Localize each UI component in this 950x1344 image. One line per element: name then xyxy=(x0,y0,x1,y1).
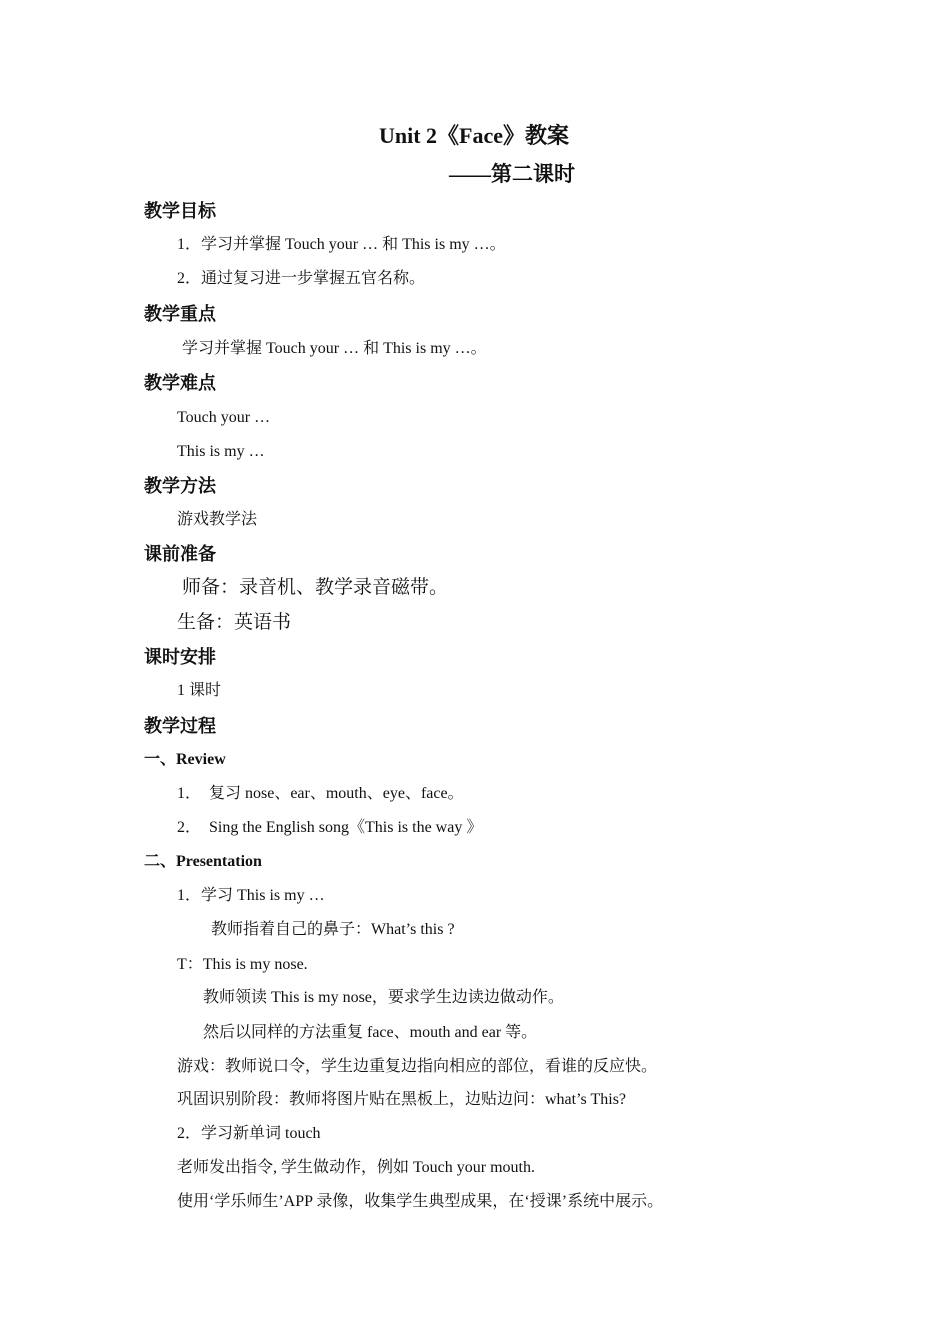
review-item: 2． Sing the English song《This is the way 》 xyxy=(177,819,483,836)
schedule-heading: 课时安排 xyxy=(144,647,216,667)
objective-item: 1．学习并掌握 Touch your … 和 This is my …。 xyxy=(177,236,506,253)
presentation-line: 老师发出指令, 学生做动作，例如 Touch your mouth. xyxy=(177,1159,535,1176)
presentation-heading: 二、Presentation xyxy=(144,853,262,870)
process-heading: 教学过程 xyxy=(144,716,216,736)
preparation-heading: 课前准备 xyxy=(144,544,216,564)
presentation-line: 游戏：教师说口令，学生边重复边指向相应的部位，看谁的反应快。 xyxy=(177,1058,658,1075)
teacher-preparation: 师备：录音机、教学录音磁带。 xyxy=(182,577,449,598)
review-item: 1． 复习 nose、ear、mouth、eye、face。 xyxy=(177,785,464,802)
presentation-line: 教师指着自己的鼻子：What’s this ? xyxy=(211,921,455,938)
difficulty-item: Touch your … xyxy=(177,409,271,426)
presentation-line: 1．学习 This is my … xyxy=(177,887,325,904)
student-preparation: 生备：英语书 xyxy=(177,612,292,633)
methods-heading: 教学方法 xyxy=(144,476,216,496)
review-heading: 一、Review xyxy=(144,751,226,768)
document-title: Unit 2《Face》教案 xyxy=(379,123,570,148)
document-subtitle: ——第二课时 xyxy=(449,162,575,186)
difficulties-heading: 教学难点 xyxy=(144,373,216,393)
presentation-line: 然后以同样的方法重复 face、mouth and ear 等。 xyxy=(203,1024,538,1041)
objective-item: 2．通过复习进一步掌握五官名称。 xyxy=(177,270,426,287)
schedule-text: 1 课时 xyxy=(177,682,222,699)
presentation-line: 使用‘学乐师生’APP 录像，收集学生典型成果，在‘授课’系统中展示。 xyxy=(177,1193,664,1210)
methods-text: 游戏教学法 xyxy=(177,511,258,528)
presentation-line: 巩固识别阶段：教师将图片贴在黑板上，边贴边问：what’s This? xyxy=(177,1091,627,1108)
presentation-line: 2．学习新单词 touch xyxy=(177,1125,321,1142)
difficulty-item: This is my … xyxy=(177,443,265,460)
presentation-line: 教师领读 This is my nose，要求学生边读边做动作。 xyxy=(203,989,564,1006)
presentation-line: T：This is my nose. xyxy=(177,956,308,973)
objectives-heading: 教学目标 xyxy=(144,201,216,221)
key-points-heading: 教学重点 xyxy=(144,304,216,324)
key-points-text: 学习并掌握 Touch your … 和 This is my …。 xyxy=(182,340,487,357)
